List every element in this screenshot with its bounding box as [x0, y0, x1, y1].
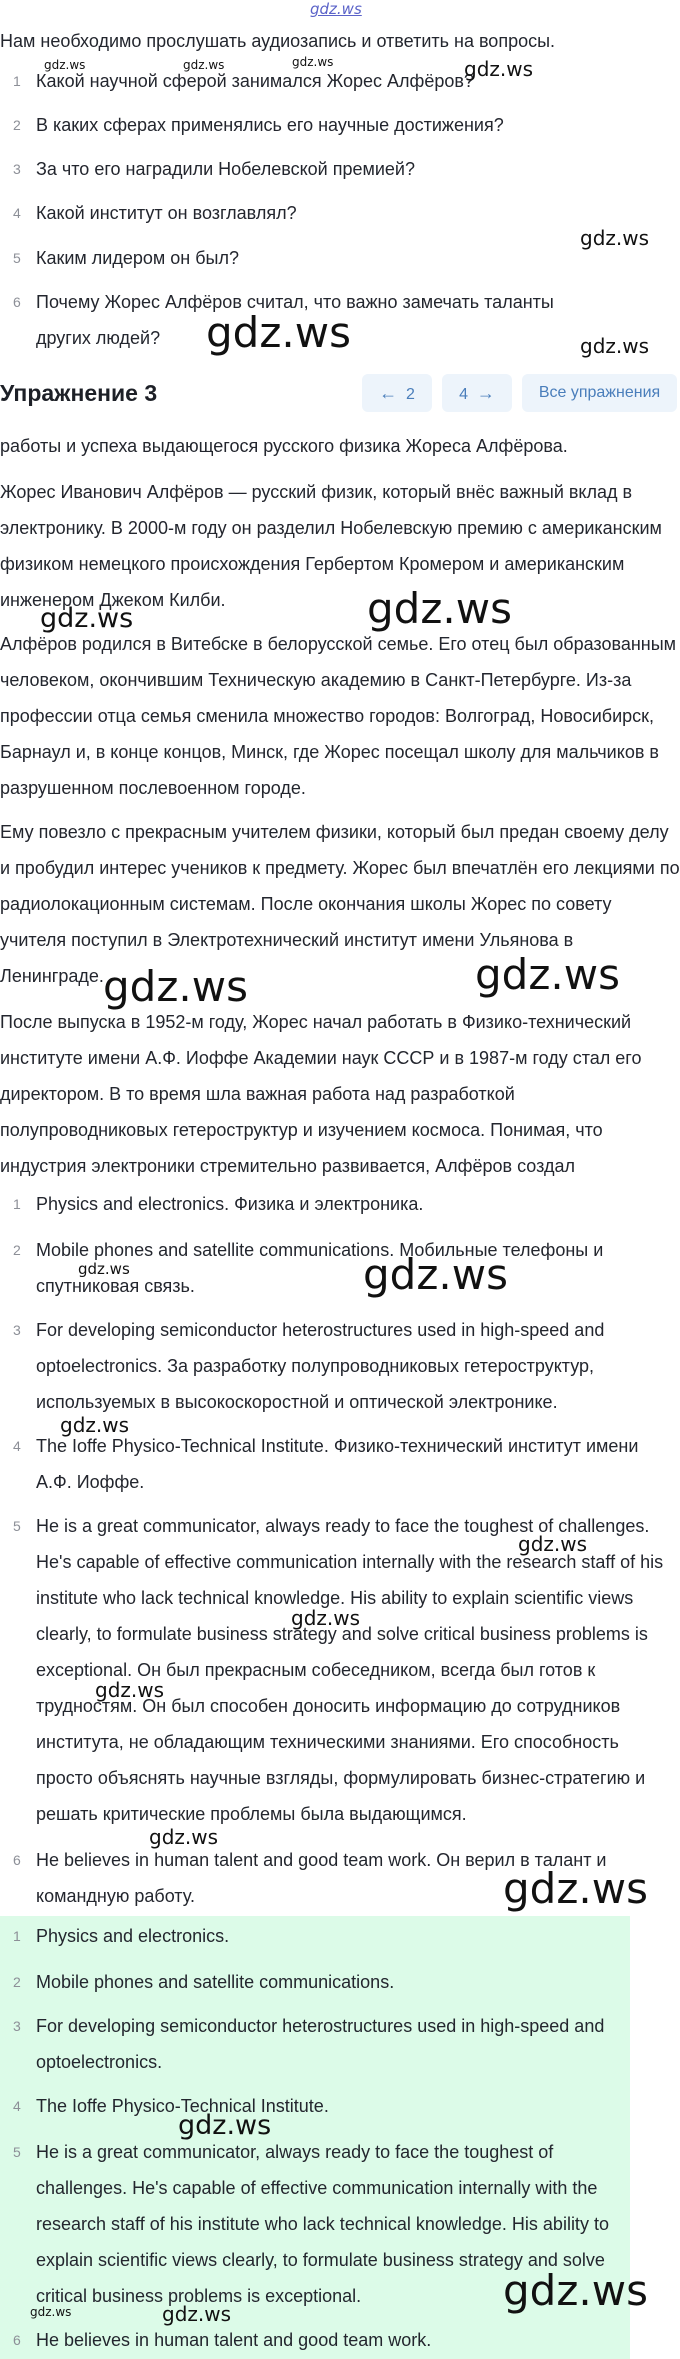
all-exercises-button[interactable] — [522, 374, 677, 412]
answer-item — [0, 2008, 680, 2080]
watermark: gdz.ws — [183, 58, 225, 72]
answer-number: 4 — [13, 2098, 21, 2114]
answer-text: The Ioffe Physico-Technical Institute. — [36, 2096, 329, 2116]
watermark: gdz.ws — [518, 1532, 588, 1556]
question-item — [0, 240, 680, 276]
exercise-title: Упражнение 3 — [0, 380, 158, 406]
watermark: gdz.ws — [44, 58, 86, 72]
question-item — [0, 63, 680, 99]
watermark: gdz.ws — [291, 1606, 361, 1630]
watermark: gdz.ws — [464, 57, 534, 81]
watermark: gdz.ws — [178, 2110, 272, 2141]
answer-number: 3 — [13, 1322, 21, 1338]
watermark: gdz.ws — [580, 334, 650, 358]
answer-number: 4 — [13, 1438, 21, 1454]
answer-item — [0, 2088, 680, 2124]
watermark: gdz.ws — [149, 1825, 219, 1849]
watermark: gdz.ws — [103, 962, 248, 1011]
watermark: gdz.ws — [162, 2302, 232, 2326]
answer-item — [0, 1186, 680, 1222]
answer-number: 2 — [13, 1242, 21, 1258]
answer-item — [0, 1964, 680, 2000]
watermark: gdz.ws — [503, 1864, 648, 1913]
next-exercise-button[interactable] — [442, 374, 512, 412]
intro-text: Нам необходимо прослушать аудиозапись и ответить на вопросы. — [0, 31, 556, 51]
answer-text: For developing semiconductor heterostructures used in high-speed and optoelectronics. За разработку полупроводниковых гетероструктур, используемых в высокоскоростной и оптической электронике. — [36, 1320, 605, 1412]
question-text: За что его наградили Нобелевской премией? — [36, 159, 415, 179]
text-paragraph: работы и успеха выдающегося русского физика Жореса Алфёрова. — [0, 436, 568, 456]
watermark: gdz.ws — [206, 308, 351, 357]
question-number: 5 — [13, 250, 21, 266]
answer-number: 2 — [13, 1974, 21, 1990]
question-item — [0, 107, 680, 143]
answer-number: 3 — [13, 2018, 21, 2034]
answer-text: He believes in human talent and good team work. — [36, 2330, 432, 2350]
watermark: gdz.ws — [78, 1260, 130, 1278]
answer-number: 5 — [13, 2144, 21, 2160]
question-number: 3 — [13, 161, 21, 177]
question-text: Какой научной сферой занимался Жорес Алфёров? — [36, 71, 474, 91]
text-paragraph: Алфёров родился в Витебске в белорусской семье. Его отец был образованным человеком, окончившим Техническую академию в Санкт-Петербурге. Из-за профессии отца семья сменила множество городов: Волгоград, Новосибирск, Барнаул и, в конце концов, Минск, где Жорес посещал школу для мальчиков в разрушенном послевоенном городе. — [0, 634, 677, 798]
text-paragraph: Жорес Иванович Алфёров — русский физик, который внёс важный вклад в электронику. В 2000-м году он разделил Нобелевскую премию с американским физиком немецкого происхождения Гербертом Кромером и американским инженером Джеком Килби. — [0, 482, 662, 610]
answer-item — [0, 1428, 680, 1500]
watermark: gdz.ws — [363, 1250, 508, 1299]
answer-text: The Ioffe Physico-Technical Institute. Физико-технический институт имени А.Ф. Иоффе. — [36, 1436, 639, 1492]
question-item — [0, 195, 680, 231]
answer-number: 6 — [13, 1852, 21, 1868]
answer-text: He is a great communicator, always ready to face the toughest of challenges. He's capable of effective communication internally with the research staff of his institute who lack technical knowledge. His ability to explain scientific views clearly, to formulate business strategy and solve critical business problems is exceptional. Он был прекрасным собеседником, всегда был готов к трудностям. Он был способен доносить информацию до сотрудников института, не обладающим техническими знаниями. Его способность просто объяснять научные взгляды, формулировать бизнес-стратегию и решать критические проблемы была выдающимся. — [36, 1516, 664, 1824]
question-text: Почему Жорес Алфёров считал, что важно замечать таланты других людей? — [36, 292, 554, 348]
arrow-left-icon: ← — [379, 383, 398, 403]
answer-text: Mobile phones and satellite communications. — [36, 1972, 395, 1992]
answer-item — [0, 2322, 680, 2358]
answer-text: For developing semiconductor heterostructures used in high-speed and optoelectronics. — [36, 2016, 605, 2072]
watermark: gdz.ws — [580, 226, 650, 250]
answer-text: Mobile phones and satellite communications. Мобильные телефоны и спутниковая связь. — [36, 1240, 604, 1296]
arrow-right-icon: → — [476, 383, 495, 403]
question-text: Какой институт он возглавлял? — [36, 203, 297, 223]
question-text: В каких сферах применялись его научные достижения? — [36, 115, 504, 135]
answer-text: He believes in human talent and good team work. Он верил в талант и командную работу. — [36, 1850, 607, 1906]
watermark: gdz.ws — [292, 55, 334, 69]
answer-text: He is a great communicator, always ready to face the toughest of challenges. He's capable of effective communication internally with the research staff of his institute who lack technical knowledge. His ability to explain scientific views clearly, to formulate business strategy and solve critical business problems is exceptional. — [36, 2142, 609, 2306]
watermark: gdz.ws — [367, 584, 512, 633]
answer-item — [0, 1508, 680, 1832]
all-exercises-label: Все упражнения — [538, 384, 661, 401]
answer-number: 6 — [13, 2332, 21, 2348]
answer-number: 1 — [13, 1196, 21, 1212]
question-text: Каким лидером он был? — [36, 248, 239, 268]
watermark: gdz.ws — [475, 950, 620, 999]
question-number: 4 — [13, 205, 21, 221]
prev-exercise-label: 2 — [405, 386, 415, 403]
prev-exercise-button[interactable] — [362, 374, 432, 412]
top-watermark: gdz.ws — [310, 0, 362, 18]
answer-number: 5 — [13, 1518, 21, 1534]
question-number: 6 — [13, 294, 21, 310]
watermark: gdz.ws — [95, 1678, 165, 1702]
answer-item — [0, 1312, 680, 1420]
question-number: 2 — [13, 117, 21, 133]
question-number: 1 — [13, 73, 21, 89]
watermark: gdz.ws — [30, 2305, 72, 2319]
exercise-header — [0, 372, 680, 418]
answer-number: 1 — [13, 1928, 21, 1944]
text-paragraph: После выпуска в 1952-м году, Жорес начал работать в Физико-технический институте имени А.Ф. Иоффе Академии наук СССР и в 1987-м году стал его директором. В то время шла важная работа над разработкой полупроводниковых гетероструктур и изучением космоса. Понимая, что индустрия электроники стремительно развивается, Алфёров создал — [0, 1012, 642, 1176]
question-item — [0, 151, 680, 187]
answer-text: Physics and electronics. Физика и электроника. — [36, 1194, 424, 1214]
next-exercise-label: 4 — [459, 386, 468, 403]
answer-item — [0, 1918, 680, 1954]
watermark: gdz.ws — [40, 603, 134, 634]
answer-text: Physics and electronics. — [36, 1926, 230, 1946]
watermark: gdz.ws — [60, 1413, 130, 1437]
watermark: gdz.ws — [503, 2266, 648, 2315]
text-paragraph: Ему повезло с прекрасным учителем физики, который был предан своему делу и пробудил интерес учеников к предмету. Жорес был впечатлён его лекциями по радиолокационным системам. После окончания школы Жорес по совету учителя поступил в Электротехнический институт имени Ульянова в Ленинграде. — [0, 822, 680, 986]
